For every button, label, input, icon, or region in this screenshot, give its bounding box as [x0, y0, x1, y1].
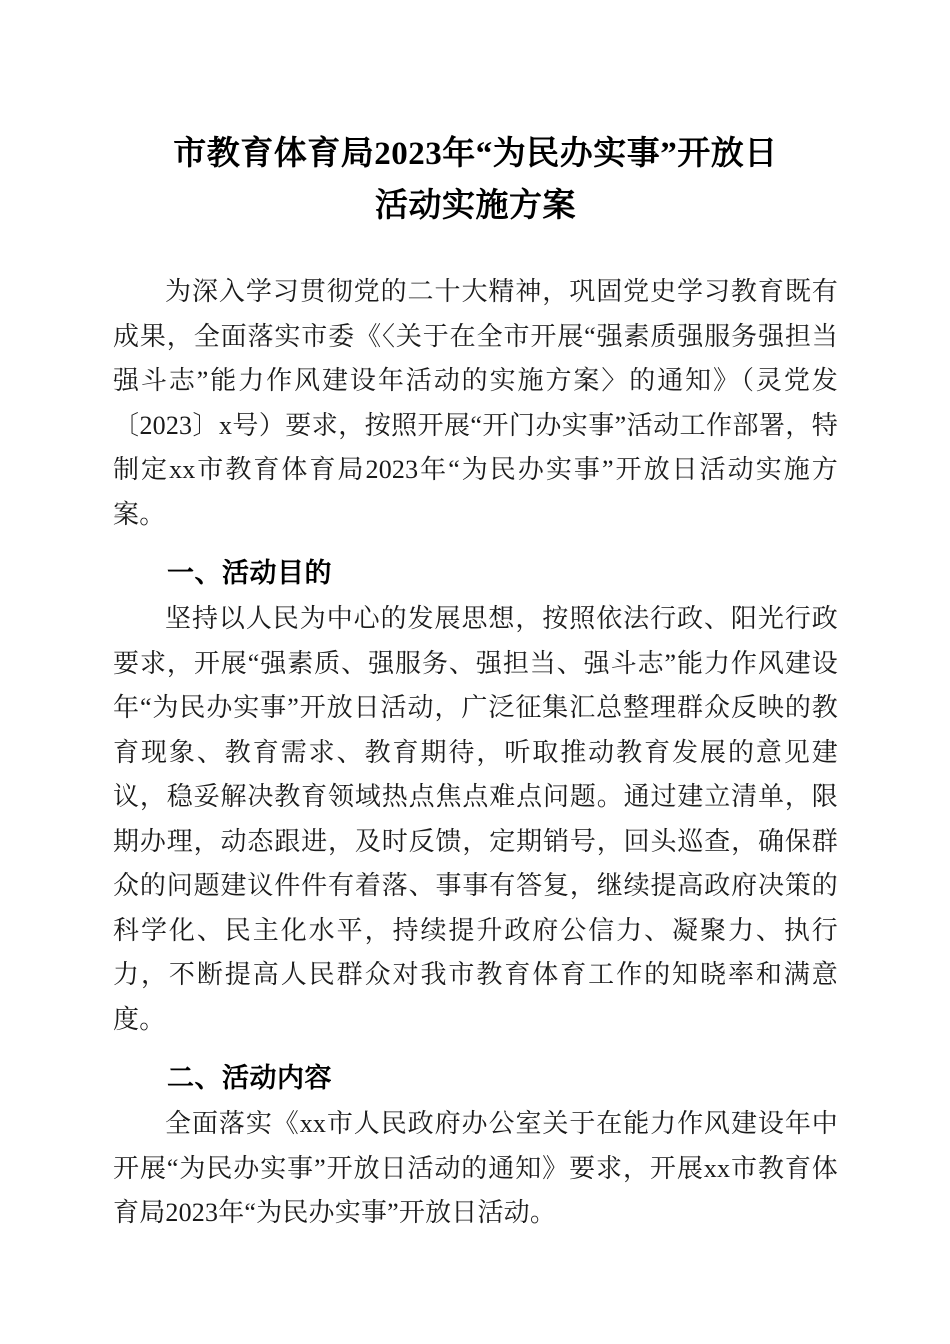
page-title-line-1: 市教育体育局2023年“为民办实事”开放日 [173, 136, 778, 172]
page-title-line-2: 活动实施方案 [375, 188, 576, 224]
section-heading-1: 一、活动目的 [167, 558, 332, 588]
section-heading-2: 二、活动内容 [167, 1063, 332, 1093]
page-title [113, 0, 838, 232]
section-body-2: 全面落实《xx市人民政府办公室关于在能力作风建设年中开展“为民办实事”开放日活动的通知》要求，开展xx市教育体育局2023年“为民办实事”开放日活动。 [113, 1109, 838, 1227]
preamble-paragraph: 为深入学习贯彻党的二十大精神，巩固党史学习教育既有成果，全面落实市委《〈关于在全市开展“强素质强服务强担当强斗志”能力作风建设年活动的实施方案〉的通知》（灵党发〔2023〕x号）要求，按照开展“开门办实事”活动工作部署，特制定xx市教育体育局2023年“为民办实事”开放日活动实施方案。 [113, 277, 838, 529]
document-body [113, 0, 838, 1236]
section-body-1: 坚持以人民为中心的发展思想，按照依法行政、阳光行政要求，开展“强素质、强服务、强担当、强斗志”能力作风建设年“为民办实事”开放日活动，广泛征集汇总整理群众反映的教育现象、教育需求、教育期待，听取推动教育发展的意见建议，稳妥解决教育领域热点焦点难点问题。通过建立清单，限期办理，动态跟进，及时反馈，定期销号，回头巡查，确保群众的问题建议件件有着落、事事有答复，继续提高政府决策的科学化、民主化水平，持续提升政府公信力、凝聚力、执行力，不断提高人民群众对我市教育体育工作的知晓率和满意度。 [113, 604, 838, 1034]
